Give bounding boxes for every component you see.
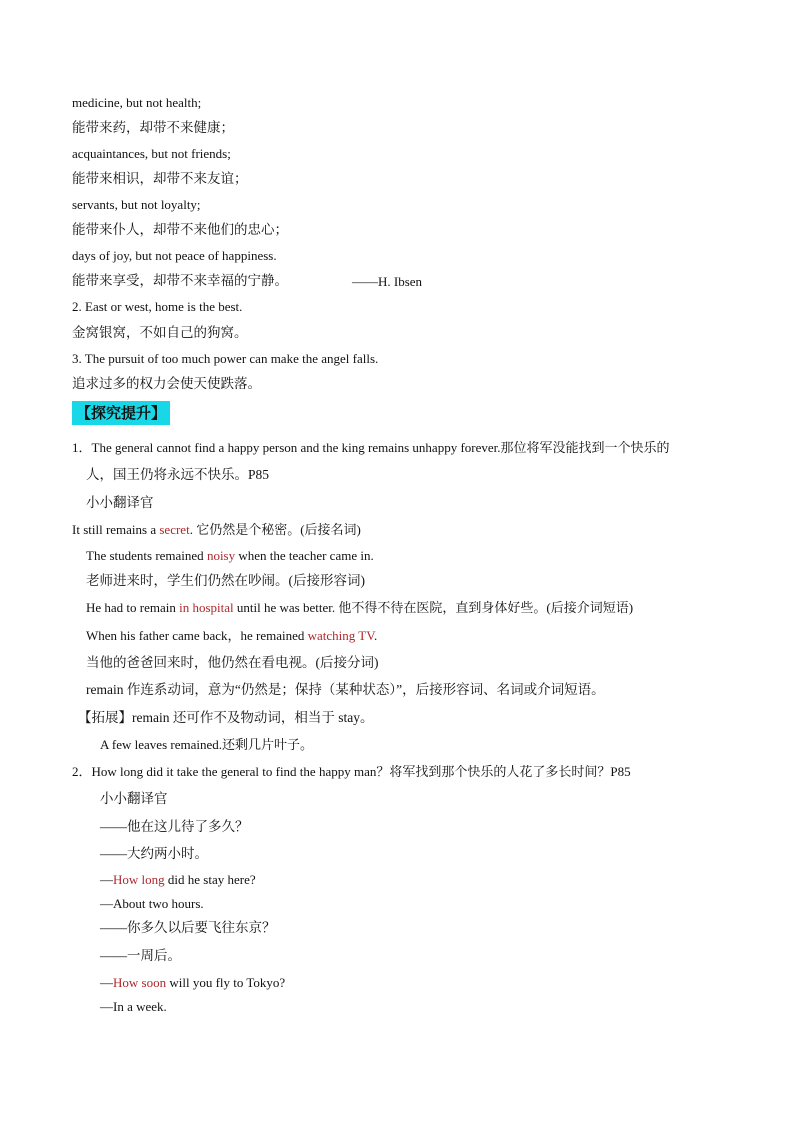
example-translation: 老师进来时，学生们仍然在吵闹。(后接形容词) (86, 573, 365, 588)
example-text: It still remains a (72, 522, 160, 537)
emphasis-word: noisy (206, 548, 236, 563)
usage-note: remain 作连系动词，意为“仍然是；保持（某种状态）”，后接形容词、名词或介词短语。 (86, 682, 605, 697)
saying-3-en: 3. The pursuit of too much power can make the angel falls. (72, 351, 379, 366)
item1-line2: 人，国王仍将永远不快乐。P85 (86, 467, 270, 482)
dialogue-text: — (100, 975, 113, 990)
example-text: . 它仍然是个秘密。(后接名词) (189, 522, 361, 537)
quote-line: 能带来药，却带不来健康； (72, 120, 234, 135)
extension-example: A few leaves remained.还剩几片叶子。 (100, 737, 314, 752)
quote-line: medicine, but not health; (72, 95, 202, 110)
example-sentence (86, 599, 633, 617)
example-text: until he was better. 他不得不待在医院，直到身体好些。(后接介词短语) (233, 600, 634, 615)
dialogue-text: — (100, 872, 113, 887)
dialogue-line: ——他在这儿待了多久？ (100, 819, 249, 834)
dialogue-text: did he stay here? (164, 872, 256, 887)
saying-3-zh: 追求过多的权力会使天使跌落。 (72, 376, 261, 391)
quote-line: 能带来相识，却带不来友谊； (72, 171, 248, 186)
section-title: 【探究提升】 (72, 401, 170, 425)
quote-line: days of joy, but not peace of happiness. (72, 248, 277, 263)
example-text: When his father came back，he remained (86, 628, 308, 643)
example-translation: 当他的爸爸回来时，他仍然在看电视。(后接分词) (86, 655, 379, 670)
quote-line: acquaintances, but not friends; (72, 146, 231, 161)
saying-2-en: 2. East or west, home is the best. (72, 299, 243, 314)
dialogue-line: ——一周后。 (100, 948, 181, 963)
example-sentence (72, 521, 361, 539)
emphasis-word: How long (113, 872, 165, 887)
dialogue-line: —In a week. (100, 999, 167, 1014)
translator-label: 小小翻译官 (86, 495, 154, 510)
dialogue-line (100, 974, 285, 992)
dialogue-line: —About two hours. (100, 896, 204, 911)
emphasis-word: How soon (113, 975, 167, 990)
emphasis-word: watching TV (307, 628, 374, 643)
dialogue-line (100, 871, 256, 889)
quote-line: 能带来享受，却带不来幸福的宁静。 (72, 273, 288, 288)
example-text: . (373, 628, 378, 643)
dialogue-text: will you fly to Tokyo? (166, 975, 286, 990)
dialogue-line: ——你多久以后要飞往东京？ (100, 920, 276, 935)
example-text: when the teacher came in. (235, 548, 374, 563)
extension-note: 【拓展】remain 还可作不及物动词，相当于 stay。 (78, 710, 374, 725)
example-text: The students remained (86, 548, 207, 563)
example-sentence (86, 627, 377, 645)
example-sentence (86, 547, 374, 565)
emphasis-word: in hospital (179, 600, 234, 615)
emphasis-word: secret (159, 522, 190, 537)
quote-line: 能带来仆人，却带不来他们的忠心； (72, 222, 288, 237)
quote-author: ——H. Ibsen (352, 274, 423, 289)
example-text: He had to remain (86, 600, 180, 615)
quote-line: servants, but not loyalty; (72, 197, 201, 212)
dialogue-line: ——大约两小时。 (100, 846, 208, 861)
item2-line1: 2．How long did it take the general to find the happy man？将军找到那个快乐的人花了多长时间？P85 (72, 764, 631, 779)
item1-line1: 1．The general cannot find a happy person and the king remains unhappy forever.那位将军没能找到一个快乐的 (72, 440, 670, 455)
saying-2-zh: 金窝银窝，不如自己的狗窝。 (72, 325, 248, 340)
translator-label: 小小翻译官 (100, 791, 168, 806)
